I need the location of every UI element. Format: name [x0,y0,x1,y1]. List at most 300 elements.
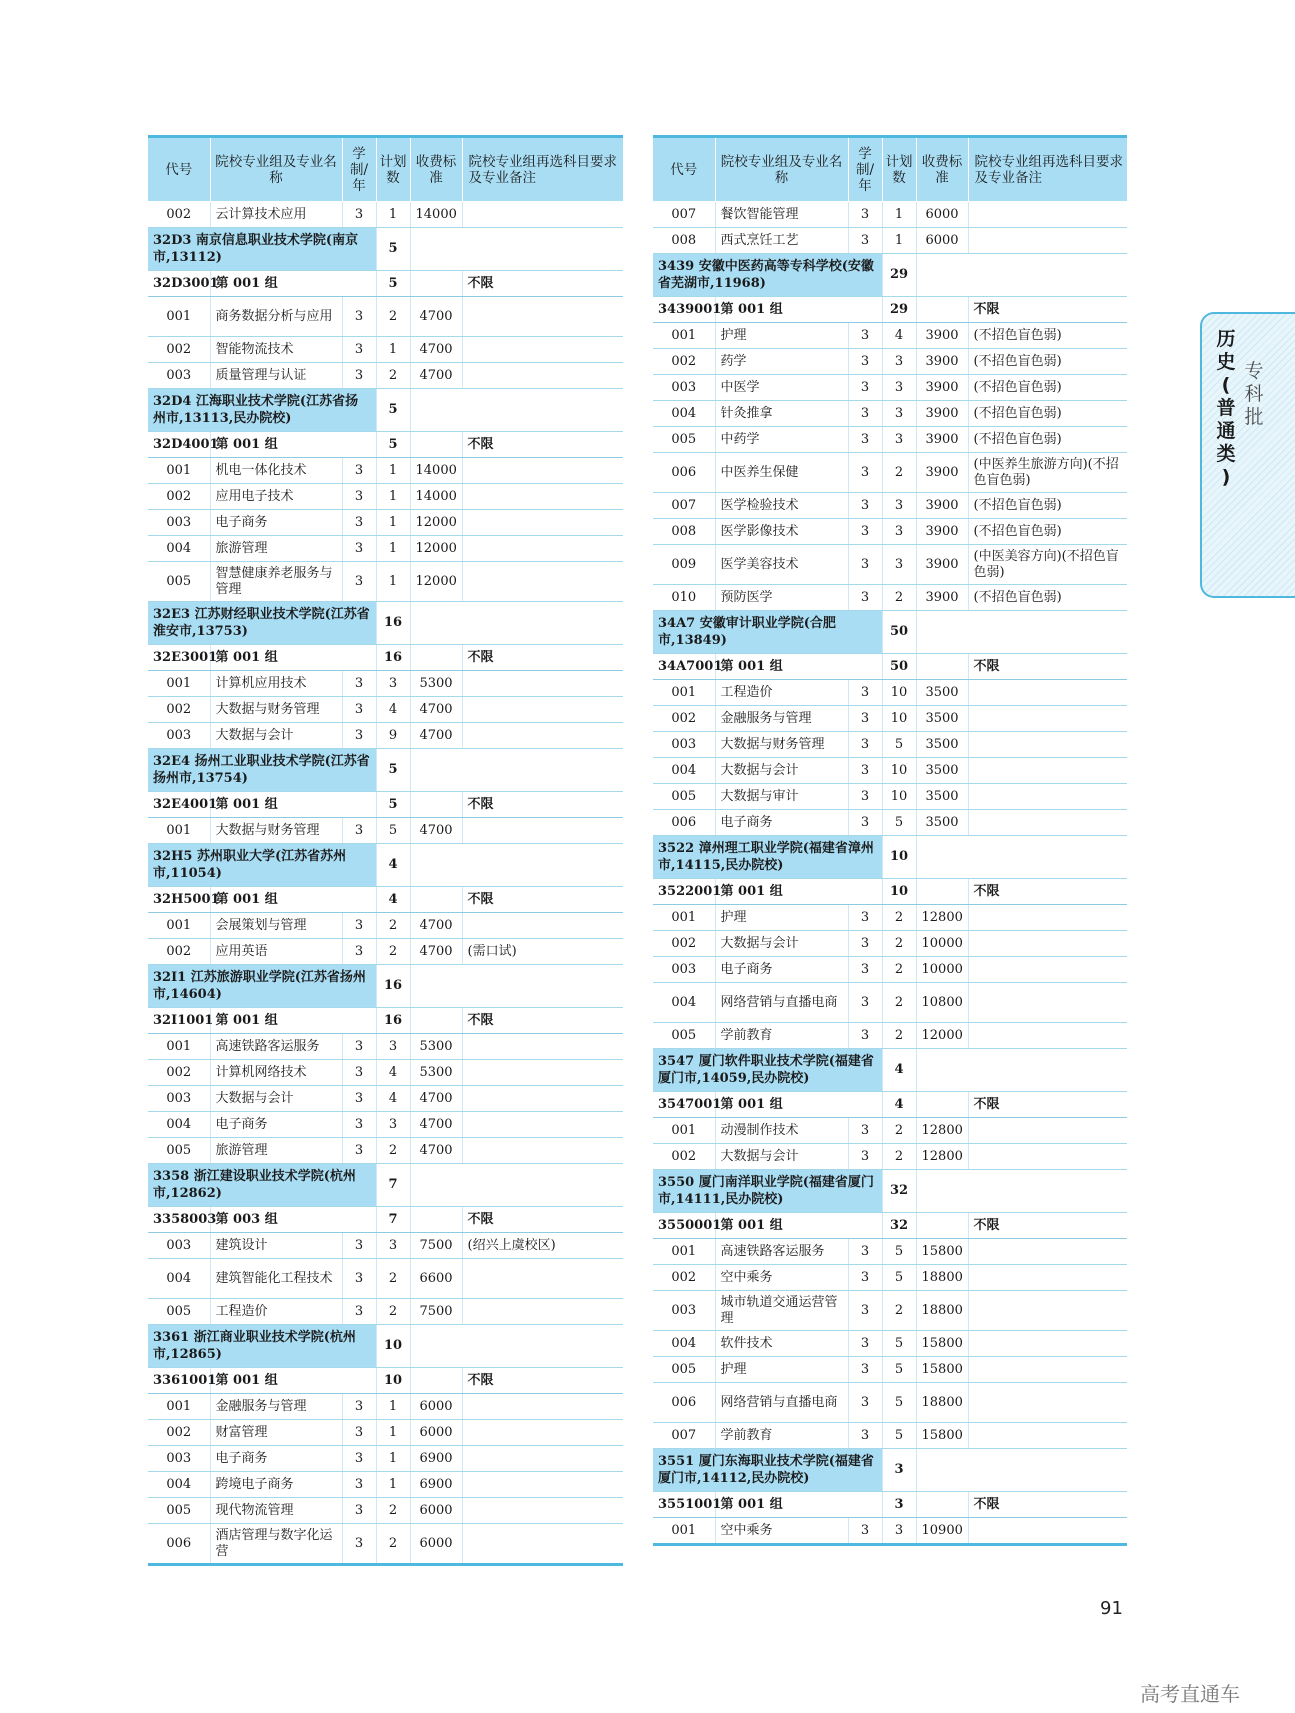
program-code: 003 [148,363,210,389]
program-row [148,510,623,536]
program-row [148,1034,623,1060]
program-code: 007 [653,202,715,228]
program-fee: 3900 [916,375,968,401]
group-code: 3358003 [148,1207,210,1233]
program-row [653,493,1127,519]
institution-row [148,1325,623,1368]
program-code: 004 [148,536,210,562]
group-plan: 16 [376,645,410,671]
program-fee: 3500 [916,680,968,706]
program-row [148,536,623,562]
program-code: 005 [148,1498,210,1524]
program-fee: 10900 [916,1518,968,1545]
group-code: 32I1001 [148,1008,210,1034]
program-note [968,1518,1127,1545]
program-years: 3 [848,1023,882,1049]
program-fee: 4700 [410,363,462,389]
program-code: 003 [653,957,715,983]
program-years: 3 [342,484,376,510]
program-fee: 6900 [410,1446,462,1472]
group-empty-cell [410,1207,462,1233]
institution-plan-total: 29 [882,254,916,297]
group-empty-cell [916,1092,968,1118]
program-fee: 12000 [410,510,462,536]
program-row [148,1446,623,1472]
program-plan: 2 [882,931,916,957]
program-note: (绍兴上虞校区) [462,1233,623,1259]
program-fee: 4700 [410,1086,462,1112]
program-fee: 15800 [916,1331,968,1357]
program-row [148,297,623,337]
program-row [653,202,1127,228]
program-years: 3 [848,493,882,519]
program-years: 3 [848,375,882,401]
program-plan: 3 [376,1233,410,1259]
institution-name: 3522 漳州理工职业学院(福建省漳州市,14115,民办院校) [653,836,882,879]
program-fee: 15800 [916,1423,968,1449]
program-name: 跨境电子商务 [210,1472,342,1498]
program-years: 3 [848,1118,882,1144]
program-name: 电子商务 [210,1112,342,1138]
program-years: 3 [342,536,376,562]
program-plan: 5 [882,1383,916,1423]
program-years: 3 [342,1394,376,1420]
program-name: 电子商务 [715,957,848,983]
program-years: 3 [342,337,376,363]
program-plan: 10 [882,784,916,810]
program-name: 药学 [715,349,848,375]
program-fee: 12000 [916,1023,968,1049]
group-empty-cell [410,887,462,913]
program-name: 大数据与财务管理 [210,818,342,844]
institution-name: 32H5 苏州职业大学(江苏省苏州市,11054) [148,844,376,887]
program-years: 3 [342,1233,376,1259]
program-years: 3 [342,1060,376,1086]
program-row [653,732,1127,758]
group-name: 第 001 组 [715,654,882,680]
group-row [148,1368,623,1394]
program-plan: 2 [376,1498,410,1524]
program-code: 004 [653,1331,715,1357]
program-fee: 3900 [916,427,968,453]
program-note [462,671,623,697]
side-tab-category: 历史(普通类) [1216,328,1236,488]
program-row [148,1233,623,1259]
program-code: 007 [653,493,715,519]
group-requirement: 不限 [462,1368,623,1394]
header-requirements: 院校专业组再选科目要求及专业备注 [462,137,623,202]
program-note: (不招色盲色弱) [968,493,1127,519]
program-name: 护理 [715,1357,848,1383]
program-plan: 1 [376,510,410,536]
group-plan: 10 [376,1368,410,1394]
institution-empty-cell [410,844,623,887]
program-note: (中医美容方向)(不招色盲色弱) [968,545,1127,585]
group-plan: 7 [376,1207,410,1233]
program-row [653,1383,1127,1423]
program-fee: 3500 [916,706,968,732]
institution-plan-total: 16 [376,602,410,645]
program-years: 3 [342,1259,376,1299]
program-fee: 4700 [410,1138,462,1164]
institution-name: 3551 厦门东海职业技术学院(福建省厦门市,14112,民办院校) [653,1449,882,1492]
program-plan: 1 [376,1394,410,1420]
program-note [462,363,623,389]
header-fee: 收费标准 [916,137,968,202]
program-plan: 2 [882,453,916,493]
program-row [148,1112,623,1138]
program-note [968,810,1127,836]
program-plan: 2 [376,297,410,337]
program-fee: 3900 [916,545,968,585]
program-years: 3 [342,363,376,389]
program-years: 3 [342,818,376,844]
program-fee: 10800 [916,983,968,1023]
header-name: 院校专业组及专业名称 [715,137,848,202]
group-name: 第 001 组 [715,297,882,323]
program-code: 005 [148,1299,210,1325]
group-empty-cell [916,879,968,905]
program-note [462,1498,623,1524]
program-fee: 4700 [410,939,462,965]
program-plan: 3 [376,671,410,697]
program-years: 3 [342,1138,376,1164]
program-plan: 10 [882,706,916,732]
program-name: 智能物流技术 [210,337,342,363]
program-note [462,484,623,510]
program-name: 建筑智能化工程技术 [210,1259,342,1299]
group-row [148,1207,623,1233]
program-row [653,1265,1127,1291]
program-plan: 9 [376,723,410,749]
program-fee: 12000 [410,536,462,562]
institution-name: 3547 厦门软件职业技术学院(福建省厦门市,14059,民办院校) [653,1049,882,1092]
program-row [653,1518,1127,1545]
program-fee: 15800 [916,1239,968,1265]
program-years: 3 [848,680,882,706]
program-row [653,905,1127,931]
program-years: 3 [342,1420,376,1446]
group-plan: 4 [882,1092,916,1118]
group-row [148,645,623,671]
program-name: 机电一体化技术 [210,458,342,484]
program-note [968,784,1127,810]
program-years: 3 [342,1086,376,1112]
program-note [968,202,1127,228]
program-years: 3 [848,1357,882,1383]
program-name: 中药学 [715,427,848,453]
program-row [653,784,1127,810]
program-code: 005 [653,1357,715,1383]
header-years: 学制/年 [342,137,376,202]
program-code: 005 [653,784,715,810]
program-code: 008 [653,519,715,545]
program-note [968,1144,1127,1170]
program-years: 3 [848,905,882,931]
program-name: 计算机应用技术 [210,671,342,697]
group-row [653,879,1127,905]
program-fee: 6000 [916,228,968,254]
program-fee: 5300 [410,1034,462,1060]
program-fee: 6000 [410,1394,462,1420]
institution-plan-total: 10 [376,1325,410,1368]
institution-row [653,611,1127,654]
program-years: 3 [848,1331,882,1357]
program-name: 电子商务 [210,510,342,536]
program-row [653,1331,1127,1357]
program-name: 应用英语 [210,939,342,965]
program-years: 3 [342,1524,376,1565]
program-name: 高速铁路客运服务 [210,1034,342,1060]
program-years: 3 [848,1239,882,1265]
group-requirement: 不限 [462,1207,623,1233]
program-name: 预防医学 [715,585,848,611]
program-note [462,723,623,749]
institution-plan-total: 7 [376,1164,410,1207]
program-fee: 6000 [410,1420,462,1446]
group-plan: 4 [376,887,410,913]
program-name: 医学影像技术 [715,519,848,545]
institution-empty-cell [916,611,1127,654]
program-code: 005 [148,1138,210,1164]
program-note [968,931,1127,957]
program-note [968,1023,1127,1049]
program-name: 金融服务与管理 [210,1394,342,1420]
institution-plan-total: 5 [376,389,410,432]
program-note [968,706,1127,732]
program-name: 工程造价 [715,680,848,706]
program-code: 002 [653,706,715,732]
program-plan: 5 [882,1265,916,1291]
group-code: 3361001 [148,1368,210,1394]
program-name: 财富管理 [210,1420,342,1446]
institution-name: 3358 浙江建设职业技术学院(杭州市,12862) [148,1164,376,1207]
program-name: 学前教育 [715,1023,848,1049]
program-code: 003 [148,510,210,536]
program-code: 009 [653,545,715,585]
program-years: 3 [848,732,882,758]
institution-plan-total: 3 [882,1449,916,1492]
program-name: 护理 [715,323,848,349]
program-note [462,1472,623,1498]
group-empty-cell [410,645,462,671]
institution-empty-cell [916,1049,1127,1092]
program-code: 006 [653,810,715,836]
institution-plan-total: 4 [882,1049,916,1092]
program-years: 3 [342,562,376,602]
program-name: 云计算技术应用 [210,202,342,228]
program-code: 001 [148,458,210,484]
program-plan: 5 [376,818,410,844]
program-fee: 3900 [916,401,968,427]
program-years: 3 [342,1446,376,1472]
page-number: 91 [1100,1598,1123,1619]
institution-empty-cell [916,1449,1127,1492]
program-name: 空中乘务 [715,1265,848,1291]
program-note: (需口试) [462,939,623,965]
program-plan: 3 [376,1112,410,1138]
program-note [968,1265,1127,1291]
institution-empty-cell [410,389,623,432]
program-code: 003 [148,1233,210,1259]
program-code: 002 [653,931,715,957]
program-row [653,585,1127,611]
group-row [148,1008,623,1034]
program-plan: 2 [376,1138,410,1164]
program-note [968,1423,1127,1449]
program-years: 3 [848,1518,882,1545]
program-fee: 4700 [410,337,462,363]
program-years: 3 [848,401,882,427]
program-row [653,349,1127,375]
program-fee: 4700 [410,297,462,337]
program-name: 电子商务 [715,810,848,836]
program-code: 002 [148,337,210,363]
program-code: 004 [148,1112,210,1138]
group-row [653,1492,1127,1518]
program-row [653,810,1127,836]
program-code: 002 [148,484,210,510]
program-code: 004 [148,1472,210,1498]
group-row [148,887,623,913]
program-code: 006 [148,1524,210,1565]
program-years: 3 [848,323,882,349]
program-row [653,1023,1127,1049]
program-code: 003 [653,1291,715,1331]
group-code: 3547001 [653,1092,715,1118]
group-empty-cell [410,1008,462,1034]
program-years: 3 [848,983,882,1023]
program-plan: 3 [376,1034,410,1060]
program-note: (不招色盲色弱) [968,427,1127,453]
program-plan: 1 [376,1446,410,1472]
institution-name: 32D3 南京信息职业技术学院(南京市,13112) [148,228,376,271]
institution-empty-cell [410,228,623,271]
group-requirement: 不限 [462,645,623,671]
program-row [653,983,1127,1023]
group-plan: 3 [882,1492,916,1518]
program-name: 金融服务与管理 [715,706,848,732]
program-note [462,1446,623,1472]
program-note [968,983,1127,1023]
group-requirement: 不限 [968,1213,1127,1239]
program-years: 3 [848,519,882,545]
program-row [148,337,623,363]
program-years: 3 [848,784,882,810]
program-row [653,1118,1127,1144]
program-code: 006 [653,1383,715,1423]
program-row [148,1259,623,1299]
program-row [148,913,623,939]
program-name: 大数据与会计 [715,1144,848,1170]
program-code: 003 [653,732,715,758]
program-plan: 2 [376,363,410,389]
program-note [462,1034,623,1060]
program-name: 电子商务 [210,1446,342,1472]
program-row [148,818,623,844]
program-code: 001 [653,323,715,349]
institution-plan-total: 10 [882,836,916,879]
group-plan: 10 [882,879,916,905]
program-row [148,484,623,510]
program-note: (不招色盲色弱) [968,401,1127,427]
program-row [653,228,1127,254]
program-fee: 3500 [916,758,968,784]
program-plan: 2 [376,1299,410,1325]
program-code: 004 [653,758,715,784]
program-years: 3 [342,1112,376,1138]
group-requirement: 不限 [968,297,1127,323]
institution-name: 32E3 江苏财经职业技术学院(江苏省淮安市,13753) [148,602,376,645]
program-code: 004 [148,1259,210,1299]
program-plan: 2 [882,905,916,931]
program-plan: 3 [882,519,916,545]
program-note [968,1383,1127,1423]
group-requirement: 不限 [462,887,623,913]
program-code: 001 [653,1518,715,1545]
program-note [462,1259,623,1299]
program-code: 003 [148,1446,210,1472]
group-name: 第 001 组 [210,792,376,818]
program-name: 旅游管理 [210,536,342,562]
header-code: 代号 [653,137,715,202]
program-note [462,202,623,228]
program-plan: 2 [882,585,916,611]
program-plan: 3 [882,1518,916,1545]
program-note [462,297,623,337]
program-plan: 1 [376,458,410,484]
institution-plan-total: 4 [376,844,410,887]
group-empty-cell [410,271,462,297]
program-note [968,1118,1127,1144]
group-row [148,792,623,818]
program-years: 3 [848,545,882,585]
program-name: 大数据与财务管理 [715,732,848,758]
program-plan: 1 [376,337,410,363]
program-note [462,1086,623,1112]
program-plan: 2 [882,1291,916,1331]
program-years: 3 [848,585,882,611]
program-fee: 6900 [410,1472,462,1498]
program-years: 3 [848,810,882,836]
program-code: 002 [148,202,210,228]
group-requirement: 不限 [462,432,623,458]
program-fee: 14000 [410,202,462,228]
program-name: 大数据与会计 [715,931,848,957]
program-row [148,1498,623,1524]
program-row [148,1086,623,1112]
program-plan: 5 [882,1423,916,1449]
program-fee: 3900 [916,493,968,519]
program-fee: 3900 [916,519,968,545]
institution-empty-cell [410,1164,623,1207]
program-name: 针灸推拿 [715,401,848,427]
institution-row [148,965,623,1008]
institution-name: 32I1 江苏旅游职业学院(江苏省扬州市,14604) [148,965,376,1008]
program-note [968,680,1127,706]
program-plan: 3 [882,545,916,585]
program-name: 工程造价 [210,1299,342,1325]
group-name: 第 003 组 [210,1207,376,1233]
program-row [653,706,1127,732]
program-name: 中医学 [715,375,848,401]
program-note [968,905,1127,931]
program-fee: 4700 [410,913,462,939]
program-note [462,536,623,562]
program-plan: 5 [882,1331,916,1357]
institution-row [148,602,623,645]
program-code: 002 [653,1144,715,1170]
